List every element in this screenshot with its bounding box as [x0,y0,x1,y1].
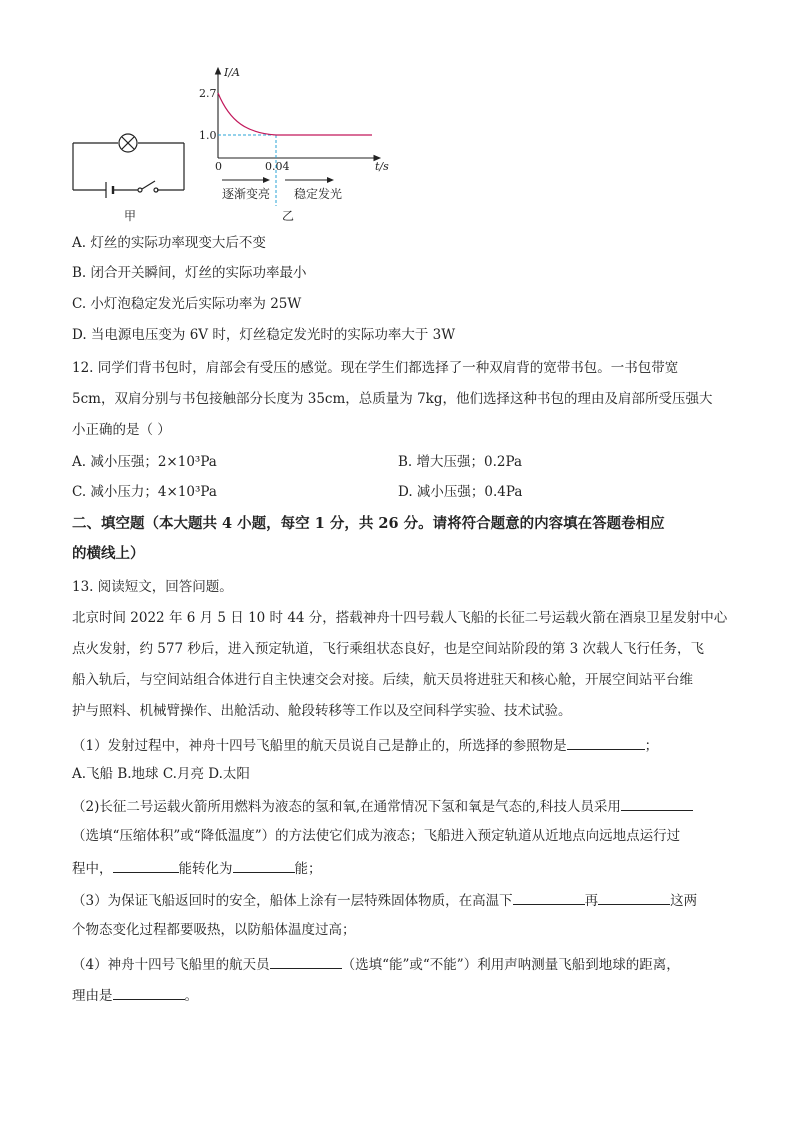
q13-passage-line4: 护与照料、机械臂操作、出舱活动、舱段转移等工作以及空间科学实验、技术试验。 [72,703,572,719]
q13-intro: 13. 阅读短文，回答问题。 [72,579,233,595]
q13-sub2-l3b: 能转化为 [178,861,233,877]
q13-sub2-blank3[interactable] [233,858,295,873]
q13-sub2-text: （2)长征二号运载火箭所用燃料为液态的氢和氧,在通常情况下氢和氧是气态的,科技人员采用 [72,799,621,815]
q13-sub4-blank1[interactable] [270,954,342,969]
q13-sub1-end: ； [644,738,659,754]
q13-sub2-l3a: 程中， [72,861,113,877]
figure-label-jia: 甲 [124,209,137,223]
q13-sub4-line1 [72,954,680,974]
q12-option-b: B. 增大压强；0.2Pa [398,454,522,470]
q13-sub4-b: （选填“能”或“不能”）利用声呐测量飞船到地球的距离， [341,957,680,973]
q13-sub1-options: A.飞船 B.地球 C.月亮 D.太阳 [72,766,250,782]
q13-sub4-l2b: 。 [184,988,198,1004]
q13-sub2-l3c: 能； [294,861,322,877]
origin-label: 0 [215,160,222,173]
q13-sub4-a: （4）神舟十四号飞船里的航天员 [72,957,270,973]
y-axis-label: I/A [224,66,240,79]
q13-sub2-line2: （选填“压缩体积”或“降低温度”）的方法使它们成为液态；飞船进入预定轨道从近地点向远地点运行过 [72,828,681,844]
q13-sub1 [72,735,658,755]
section2-title-line2: 的横线上） [72,545,145,562]
lamp-icon [119,134,137,152]
q13-sub3-b: 再 [584,893,599,909]
q13-sub1-blank[interactable] [567,735,645,750]
current-time-graph-yi [195,60,395,228]
y-tick-2-7: 2.7 [199,87,217,100]
q13-sub2-line3 [72,858,322,878]
q13-passage-line3: 船入轨后，与空间站组合体进行自主快速交会对接。后续，航天员将进驻天和核心舱，开展空间站平台维 [72,672,693,688]
q13-sub3-blank1[interactable] [513,890,585,905]
q11-option-b: B. 闭合开关瞬间，灯丝的实际功率最小 [72,265,307,281]
y-tick-1-0: 1.0 [199,129,217,142]
x-axis-label: t/s [375,160,389,173]
q12-option-d: D. 减小压强；0.4Pa [398,484,523,500]
q13-passage-line2: 点火发射，约 577 秒后，进入预定轨道，飞行乘组状态良好，也是空间站阶段的第 3 次载人飞行任务，飞 [72,641,705,657]
q13-sub3-a: （3）为保证飞船返回时的安全，船体上涂有一层特殊固体物质，在高温下 [72,893,513,909]
q12-stem-line2: 5cm，双肩分别与书包接触部分长度为 35cm，总质量为 7kg，他们选择这种书包的理由及肩部所受压强大 [72,391,713,407]
phase-label-left: 逐渐变亮 [222,187,271,201]
q11-option-c: C. 小灯泡稳定发光后实际功率为 25W [72,296,302,312]
q12-stem-line3: 小正确的是（ ） [72,422,171,438]
q13-sub3-c: 这两 [670,893,698,909]
q13-sub3-blank2[interactable] [598,890,670,905]
q13-sub4-blank2[interactable] [113,985,185,1000]
q13-sub4-l2a: 理由是 [72,988,113,1004]
current-curve [218,93,372,135]
q11-option-d: D. 当电源电压变为 6V 时，灯丝稳定发光时的实际功率大于 3W [72,327,456,343]
q13-sub4-line2 [72,985,198,1005]
q13-sub2-blank2[interactable] [113,858,179,873]
q13-passage-line1: 北京时间 2022 年 6 月 5 日 10 时 44 分，搭载神舟十四号载人飞船的长征二号运载火箭在酒泉卫星发射中心 [72,610,728,626]
q13-sub1-text: （1）发射过程中，神舟十四号飞船里的航天员说自己是静止的，所选择的参照物是 [72,738,567,754]
q12-option-c: C. 减小压力；4×10³Pa [72,484,217,500]
circuit-figure-jia [60,125,200,225]
q13-sub2-blank1[interactable] [621,796,693,811]
q13-sub2-line1 [72,796,693,816]
battery-icon [106,182,113,198]
phase-label-right: 稳定发光 [294,187,343,201]
x-tick-0-04: 0.04 [265,160,290,173]
q13-sub3-line2: 个物态变化过程都要吸热，以防船体温度过高； [72,922,356,938]
q12-stem-line1: 12. 同学们背书包时，肩部会有受压的感觉。现在学生们都选择了一种双肩背的宽带书包。一书包带宽 [72,360,679,376]
figure-label-yi: 乙 [282,209,295,223]
switch-icon [138,181,158,192]
q12-option-a: A. 减小压强；2×10³Pa [72,454,217,470]
q11-option-a: A. 灯丝的实际功率现变大后不变 [72,235,266,251]
q13-sub3-line1 [72,890,697,910]
section2-title-line1: 二、填空题（本大题共 4 小题，每空 1 分，共 26 分。请将符合题意的内容填在答题卷相应 [72,515,665,532]
